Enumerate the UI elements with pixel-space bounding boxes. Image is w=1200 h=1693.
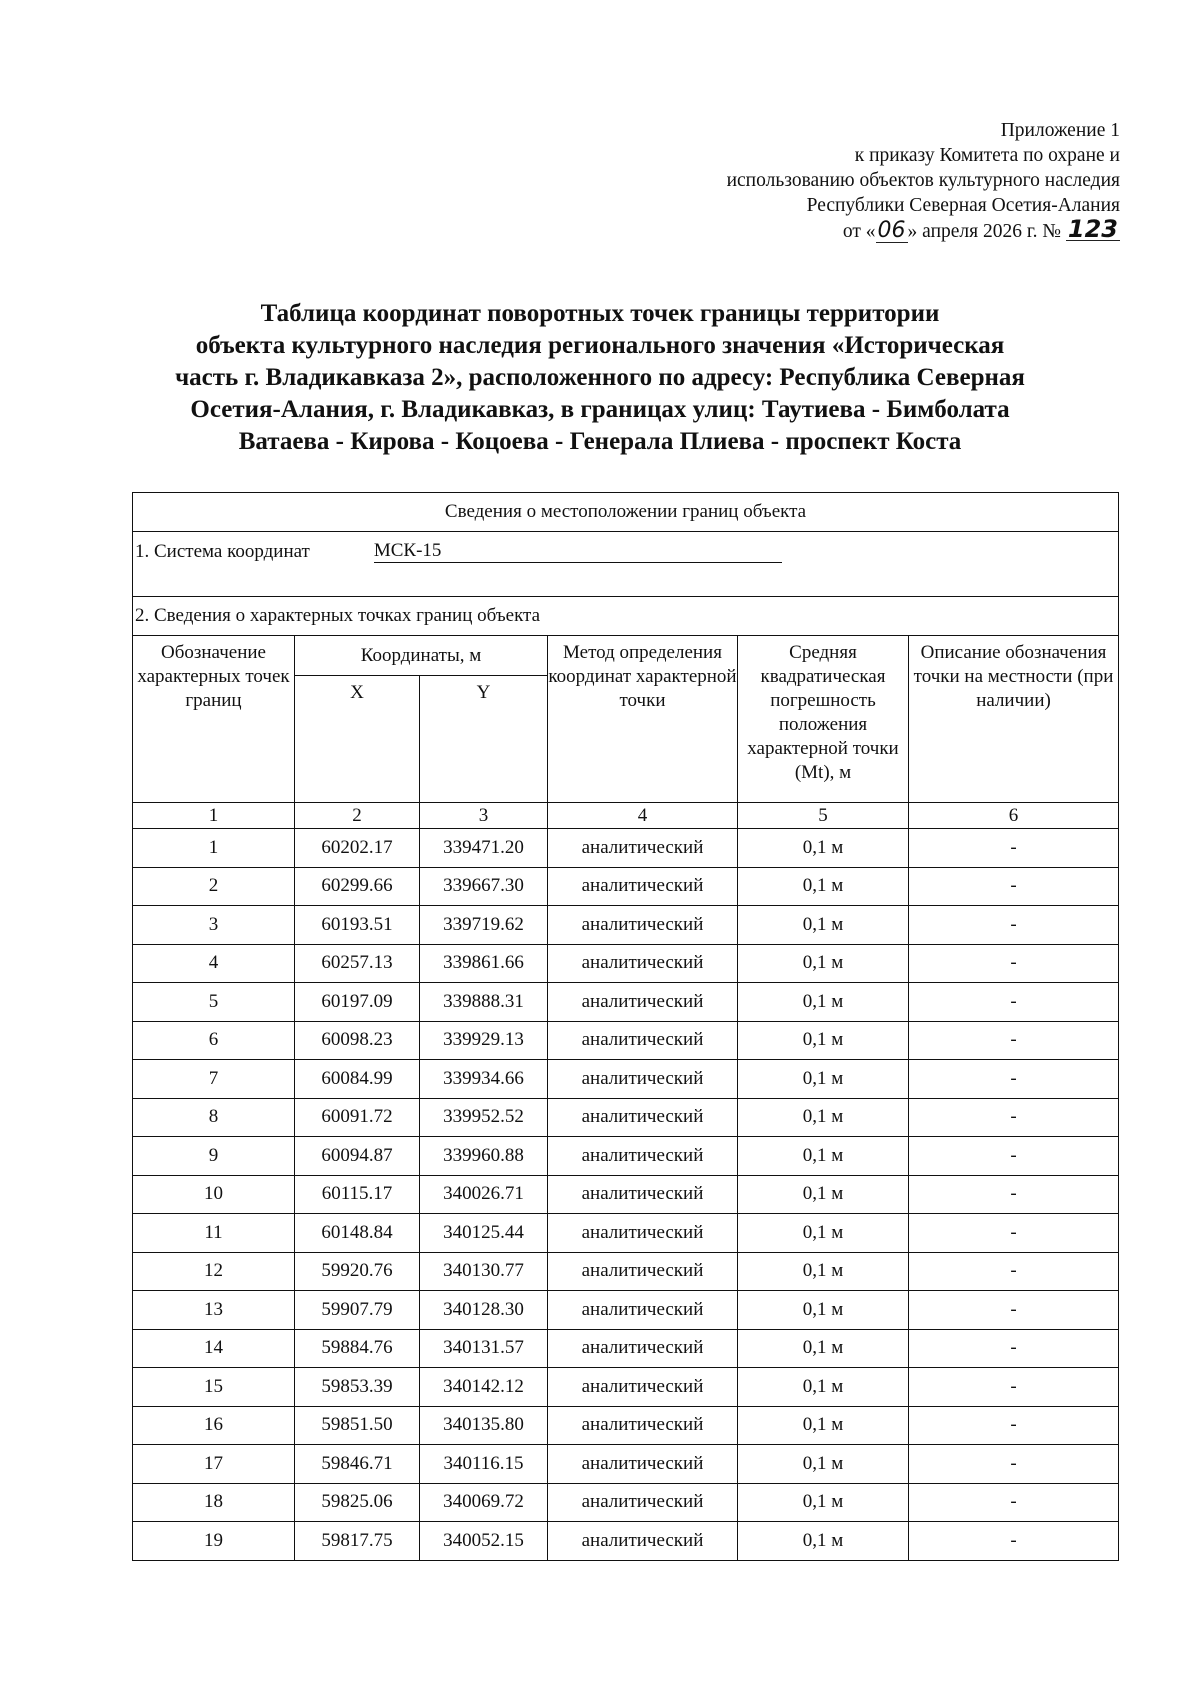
- header-error: Средняя квадратическая погрешность положения характерной точки (Mt), м: [738, 636, 909, 803]
- coord-x: 59851.50: [295, 1406, 420, 1445]
- point-number: 17: [133, 1445, 295, 1484]
- point-number: 19: [133, 1522, 295, 1561]
- date-prefix: от «: [842, 221, 876, 242]
- appendix-line-1: Приложение 1: [1000, 120, 1120, 141]
- point-number: 12: [133, 1252, 295, 1291]
- method: аналитический: [548, 1252, 738, 1291]
- point-number: 11: [133, 1214, 295, 1253]
- table-row: [133, 1368, 1119, 1407]
- error-value: 0,1 м: [738, 1329, 909, 1368]
- description: -: [909, 1214, 1119, 1253]
- description: -: [909, 1483, 1119, 1522]
- method: аналитический: [548, 1291, 738, 1330]
- section-title-row: [133, 493, 1119, 532]
- error-value: 0,1 м: [738, 1175, 909, 1214]
- error-value: 0,1 м: [738, 1522, 909, 1561]
- point-number: 2: [133, 867, 295, 906]
- header-coordinates: Координаты, м: [295, 636, 548, 676]
- description: -: [909, 1329, 1119, 1368]
- error-value: 0,1 м: [738, 906, 909, 945]
- point-number: 14: [133, 1329, 295, 1368]
- method: аналитический: [548, 1175, 738, 1214]
- table-row: [133, 829, 1119, 868]
- description: -: [909, 1060, 1119, 1099]
- coord-system-row: [133, 532, 1119, 597]
- error-value: 0,1 м: [738, 1483, 909, 1522]
- coord-y: 339960.88: [420, 1137, 548, 1176]
- coord-x: 59846.71: [295, 1445, 420, 1484]
- coord-x: 59853.39: [295, 1368, 420, 1407]
- coord-y: 339861.66: [420, 944, 548, 983]
- point-number: 10: [133, 1175, 295, 1214]
- appendix-block: [727, 118, 1120, 244]
- description: -: [909, 1098, 1119, 1137]
- table-row: [133, 1175, 1119, 1214]
- method: аналитический: [548, 1098, 738, 1137]
- description: -: [909, 1445, 1119, 1484]
- coord-y: 340142.12: [420, 1368, 548, 1407]
- coord-system-cell: [133, 532, 1119, 597]
- description: -: [909, 1252, 1119, 1291]
- coord-system-value: МСК-15: [374, 540, 782, 563]
- coordinates-table: [132, 492, 1119, 1561]
- title-line-5: Ватаева - Кирова - Коцоева - Генерала Плиева - проспект Коста: [238, 428, 962, 455]
- coord-y: 339719.62: [420, 906, 548, 945]
- table-row: [133, 1329, 1119, 1368]
- method: аналитический: [548, 867, 738, 906]
- coord-x: 60098.23: [295, 1021, 420, 1060]
- method: аналитический: [548, 1483, 738, 1522]
- table-row: [133, 1406, 1119, 1445]
- title-line-1: Таблица координат поворотных точек границы территории: [260, 300, 940, 327]
- method: аналитический: [548, 829, 738, 868]
- coord-x: 59920.76: [295, 1252, 420, 1291]
- method: аналитический: [548, 1060, 738, 1099]
- date-middle: » апреля 2026 г. №: [907, 221, 1062, 242]
- coord-x: 60094.87: [295, 1137, 420, 1176]
- coord-y: 339667.30: [420, 867, 548, 906]
- coord-x: 60115.17: [295, 1175, 420, 1214]
- title-line-2: объекта культурного наследия регионального значения «Историческая: [195, 332, 1005, 359]
- method: аналитический: [548, 1368, 738, 1407]
- column-number: 2: [295, 803, 420, 829]
- point-number: 9: [133, 1137, 295, 1176]
- coord-x: 60148.84: [295, 1214, 420, 1253]
- point-number: 8: [133, 1098, 295, 1137]
- column-number: 4: [548, 803, 738, 829]
- table-row: [133, 867, 1119, 906]
- table-row: [133, 983, 1119, 1022]
- description: -: [909, 1522, 1119, 1561]
- coord-system-label: 1. Система координат: [135, 540, 310, 562]
- title-line-3: часть г. Владикавказа 2», расположенного по адресу: Республика Северная: [175, 364, 1025, 391]
- error-value: 0,1 м: [738, 867, 909, 906]
- point-number: 4: [133, 944, 295, 983]
- header-row-1: [133, 636, 1119, 676]
- coord-y: 340125.44: [420, 1214, 548, 1253]
- error-value: 0,1 м: [738, 1137, 909, 1176]
- document-title: [100, 298, 1100, 458]
- error-value: 0,1 м: [738, 829, 909, 868]
- description: -: [909, 983, 1119, 1022]
- method: аналитический: [548, 1406, 738, 1445]
- header-x: X: [295, 676, 420, 803]
- point-number: 18: [133, 1483, 295, 1522]
- coord-x: 60193.51: [295, 906, 420, 945]
- table-row: [133, 906, 1119, 945]
- coord-y: 340052.15: [420, 1522, 548, 1561]
- coord-x: 60084.99: [295, 1060, 420, 1099]
- column-number: 3: [420, 803, 548, 829]
- header-y: Y: [420, 676, 548, 803]
- method: аналитический: [548, 944, 738, 983]
- point-number: 7: [133, 1060, 295, 1099]
- description: -: [909, 1175, 1119, 1214]
- error-value: 0,1 м: [738, 1445, 909, 1484]
- description: -: [909, 1406, 1119, 1445]
- error-value: 0,1 м: [738, 1368, 909, 1407]
- method: аналитический: [548, 1137, 738, 1176]
- coord-y: 340116.15: [420, 1445, 548, 1484]
- header-description: Описание обозначения точки на местности (при наличии): [909, 636, 1119, 803]
- table-row: [133, 1137, 1119, 1176]
- point-number: 1: [133, 829, 295, 868]
- table-row: [133, 1098, 1119, 1137]
- appendix-line-3: использованию объектов культурного наследия: [726, 170, 1120, 191]
- coord-x: 60091.72: [295, 1098, 420, 1137]
- description: -: [909, 1021, 1119, 1060]
- coord-x: 59817.75: [295, 1522, 420, 1561]
- appendix-line-2: к приказу Комитета по охране и: [854, 145, 1120, 166]
- table-row: [133, 1291, 1119, 1330]
- coord-y: 339952.52: [420, 1098, 548, 1137]
- column-number: 5: [738, 803, 909, 829]
- coord-x: 60257.13: [295, 944, 420, 983]
- handwritten-day: 06: [877, 218, 906, 243]
- table-row: [133, 1021, 1119, 1060]
- column-number: 1: [133, 803, 295, 829]
- error-value: 0,1 м: [738, 1406, 909, 1445]
- point-number: 5: [133, 983, 295, 1022]
- error-value: 0,1 м: [738, 1098, 909, 1137]
- points-section-row: [133, 597, 1119, 636]
- coord-y: 340130.77: [420, 1252, 548, 1291]
- error-value: 0,1 м: [738, 983, 909, 1022]
- error-value: 0,1 м: [738, 1214, 909, 1253]
- error-value: 0,1 м: [738, 1291, 909, 1330]
- appendix-line-4: Республики Северная Осетия-Алания: [806, 195, 1120, 216]
- table-row: [133, 1522, 1119, 1561]
- table-row: [133, 1252, 1119, 1291]
- coord-x: 60197.09: [295, 983, 420, 1022]
- description: -: [909, 1291, 1119, 1330]
- table-row: [133, 1060, 1119, 1099]
- column-numbers-row: [133, 803, 1119, 829]
- method: аналитический: [548, 1522, 738, 1561]
- coord-x: 60299.66: [295, 867, 420, 906]
- coord-y: 340026.71: [420, 1175, 548, 1214]
- section-title: Сведения о местоположении границ объекта: [133, 493, 1119, 532]
- error-value: 0,1 м: [738, 944, 909, 983]
- table-row: [133, 1483, 1119, 1522]
- coord-y: 340069.72: [420, 1483, 548, 1522]
- error-value: 0,1 м: [738, 1060, 909, 1099]
- coord-x: 59884.76: [295, 1329, 420, 1368]
- error-value: 0,1 м: [738, 1252, 909, 1291]
- coord-y: 340131.57: [420, 1329, 548, 1368]
- table-row: [133, 944, 1119, 983]
- method: аналитический: [548, 983, 738, 1022]
- coord-y: 340128.30: [420, 1291, 548, 1330]
- coord-y: 340135.80: [420, 1406, 548, 1445]
- point-number: 6: [133, 1021, 295, 1060]
- coord-x: 59907.79: [295, 1291, 420, 1330]
- points-section-label: 2. Сведения о характерных точках границ объекта: [133, 597, 1119, 636]
- header-designation: Обозначение характерных точек границ: [133, 636, 295, 803]
- point-number: 15: [133, 1368, 295, 1407]
- coord-x: 59825.06: [295, 1483, 420, 1522]
- error-value: 0,1 м: [738, 1021, 909, 1060]
- method: аналитический: [548, 1445, 738, 1484]
- description: -: [909, 1137, 1119, 1176]
- description: -: [909, 867, 1119, 906]
- coord-x: 60202.17: [295, 829, 420, 868]
- method: аналитический: [548, 1214, 738, 1253]
- coord-y: 339934.66: [420, 1060, 548, 1099]
- coord-y: 339888.31: [420, 983, 548, 1022]
- column-number: 6: [909, 803, 1119, 829]
- description: -: [909, 906, 1119, 945]
- description: -: [909, 944, 1119, 983]
- point-number: 16: [133, 1406, 295, 1445]
- method: аналитический: [548, 1021, 738, 1060]
- table-row: [133, 1445, 1119, 1484]
- point-number: 13: [133, 1291, 295, 1330]
- header-method: Метод определения координат характерной точки: [548, 636, 738, 803]
- method: аналитический: [548, 906, 738, 945]
- description: -: [909, 829, 1119, 868]
- handwritten-order-number: 123: [1067, 215, 1118, 243]
- point-number: 3: [133, 906, 295, 945]
- method: аналитический: [548, 1329, 738, 1368]
- title-line-4: Осетия-Алания, г. Владикавказ, в границах улиц: Таутиева - Бимболата: [190, 396, 1010, 423]
- description: -: [909, 1368, 1119, 1407]
- appendix-date-line: [727, 215, 1120, 244]
- table-row: [133, 1214, 1119, 1253]
- coord-y: 339929.13: [420, 1021, 548, 1060]
- coord-y: 339471.20: [420, 829, 548, 868]
